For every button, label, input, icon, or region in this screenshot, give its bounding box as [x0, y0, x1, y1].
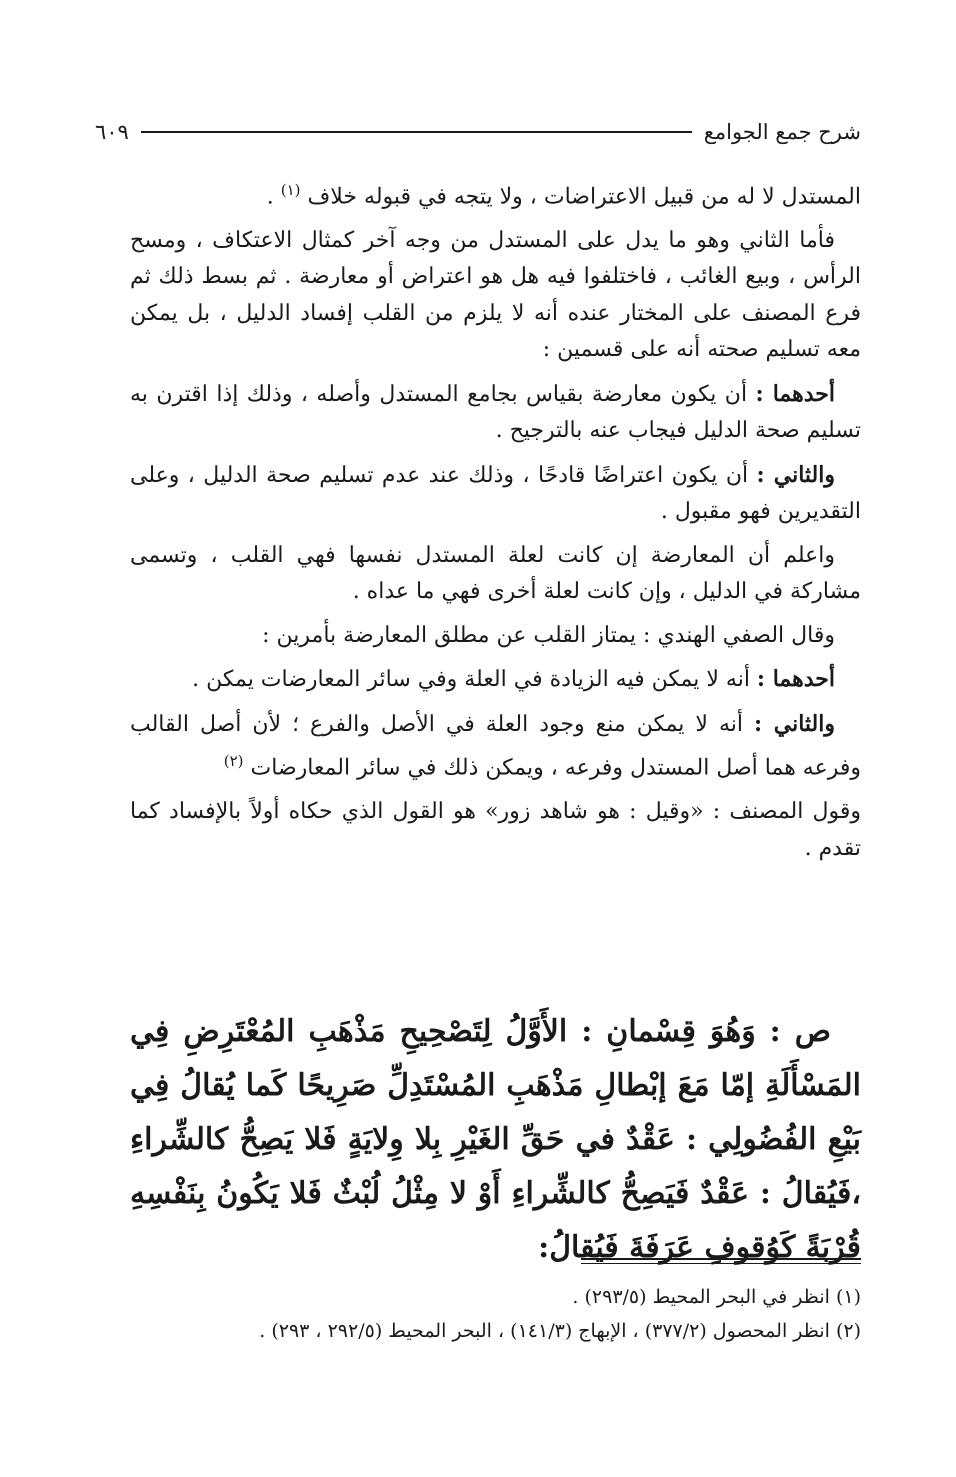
paragraph-lead: أحدهما :: [755, 380, 835, 407]
footnote: (٢) انظر المحصول (٣٧٧/٢) ، الإبهاج (١٤١/٣) ، البحر المحيط (٢٩٢/٥ ، ٢٩٣) .: [259, 1320, 861, 1342]
footnote-ref: (١): [280, 181, 301, 199]
footnote-ref: (٢): [223, 752, 244, 771]
paragraph-lead: والثاني :: [756, 461, 835, 488]
paragraph: فأما الثاني وهو ما يدل على المستدل من وجه آخر كمثال الاعتكاف ، ومسح الرأس ، وبيع الغائب ، فاختلفوا فيه هل هو اعتراض أو معارضة . ثم بسط ذلك ثم فرع المصنف على المختار عنده أنه لا يلزم من القلب إفساد الدليل ، بل يمكن معه تسليم صحته أنه على قسمين :: [130, 227, 861, 363]
paragraph: [130, 172, 861, 216]
footnotes: [130, 1280, 861, 1348]
paragraph: وقول المصنف : «وقيل : هو شاهد زور» هو القول الذي حكاه أولاً بالإفساد كما تقدم .: [130, 799, 861, 861]
paragraph: [130, 457, 861, 531]
page-header: [95, 112, 861, 152]
page-number: ٦٠٩: [95, 120, 129, 144]
paragraph-lead: والثاني :: [753, 710, 836, 737]
footnote-divider: [581, 1258, 861, 1264]
paragraph-end: .: [266, 184, 281, 210]
paragraph-text: المستدل لا له من قبيل الاعتراضات ، ولا يتجه في قبوله خلاف: [307, 184, 861, 210]
matn-text: [130, 1005, 861, 1275]
paragraph-text: أنه لا يمكن منع وجود العلة في الأصل والفرع ؛ لأن أصل القالب وفرعه هما أصل المستدل وفرعه ، ويمكن ذلك في سائر المعارضات: [130, 711, 861, 781]
matn-paragraph: ص : وَهُوَ قِسْمانِ : الأَوَّلُ لِتَصْحِيحِ مَذْهَبِ المُعْتَرِضِ فِي المَسْأَلَةِ إمّا مَعَ إبْطالِ مَذْهَبِ المُسْتَدِلِّ صَرِيحًا كَما يُقالُ فِي بَيْعِ الفُضُولِي : عَقْدٌ في حَقِّ الغَيْرِ بِلا وِلايَةٍ فَلا يَصِحُّ كالشِّراءِ ،فَيُقالُ : عَقْدٌ فَيَصِحُّ كالشِّراءِ أَوْ لا مِثْلُ لُبْثٌ فَلا يَكُونُ بِنَفْسِهِ قُرْبَةً كَوُقوفِ عَرَفَةَ فَيُقالُ:: [130, 1014, 861, 1265]
paragraph: [130, 376, 861, 450]
commentary-text: [130, 172, 861, 874]
paragraph: واعلم أن المعارضة إن كانت لعلة المستدل نفسها فهي القلب ، وتسمى مشاركة في الدليل ، وإن كانت لعلة أخرى فهي ما عداه .: [130, 542, 861, 605]
paragraph-text: أنه لا يمكن فيه الزيادة في العلة وفي سائر المعارضات يمكن .: [192, 667, 757, 693]
paragraph: [130, 661, 861, 699]
paragraph-text: أن يكون اعتراضًا قادحًا ، وذلك عند عدم تسليم صحة الدليل ، وعلى التقديرين فهو مقبول .: [130, 462, 861, 525]
paragraph: [130, 706, 861, 787]
header-rule: [141, 131, 692, 133]
running-title: شرح جمع الجوامع: [703, 120, 861, 144]
paragraph-text: أن يكون معارضة بقياس بجامع المستدل وأصله ، وذلك إذا اقترن به تسليم صحة الدليل فيجاب عنه بالترجيح .: [130, 381, 861, 444]
paragraph: وقال الصفي الهندي : يمتاز القلب عن مطلق المعارضة بأمرين :: [262, 622, 835, 648]
footnote: (١) انظر في البحر المحيط (٢٩٣/٥) .: [572, 1286, 861, 1308]
paragraph-lead: أحدهما :: [756, 666, 835, 693]
